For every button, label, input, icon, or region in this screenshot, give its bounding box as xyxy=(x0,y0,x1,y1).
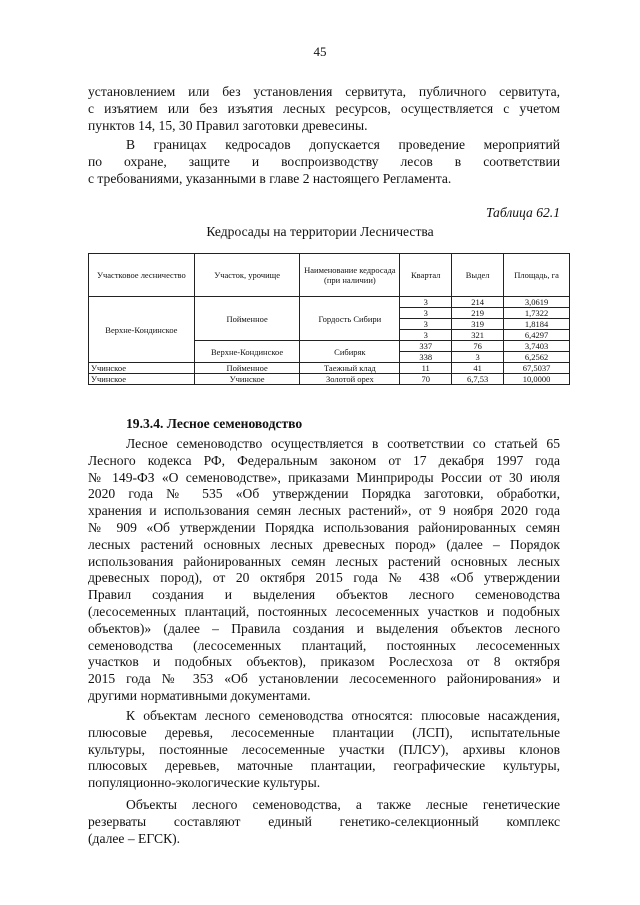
text-line: с изъятием или без изъятия лесных ресурсов, осуществляется с учетом xyxy=(88,100,560,116)
column-header: Участковое лесничество xyxy=(89,254,195,297)
area-cell: 1,8184 xyxy=(504,319,570,330)
lot-cell: 321 xyxy=(452,330,504,341)
text-line: участков и подобных объектов), приказом Рослесхоза от 8 октября xyxy=(88,654,560,670)
area-cell: 3,7403 xyxy=(504,341,570,352)
column-header: Площадь, га xyxy=(504,254,570,297)
table-row xyxy=(89,297,570,308)
quarter-cell: 3 xyxy=(400,308,452,319)
text-line: хранения и использования семян лесных растений», от 9 ноября 2020 года xyxy=(88,503,560,519)
cedar-paragraph xyxy=(88,137,560,187)
seed-paragraph-2 xyxy=(88,708,560,792)
area-cell: 1,7322 xyxy=(504,308,570,319)
text-line: Правил создания и выделения объектов лесного семеноводства xyxy=(88,587,560,603)
area-cell: 10,0000 xyxy=(504,374,570,385)
tract-cell: Пойменное xyxy=(194,297,300,341)
text-line: культуры, постоянные лесосеменные участки (ПЛСУ), архивы клонов xyxy=(88,741,560,757)
area-cell: 3,0619 xyxy=(504,297,570,308)
cedar-name-cell: Золотой орех xyxy=(300,374,400,385)
lot-cell: 41 xyxy=(452,363,504,374)
text-line: объектов)» (далее – Правила создания и выделения объектов лесного xyxy=(88,620,560,636)
quarter-cell: 338 xyxy=(400,352,452,363)
text-line: К объектам лесного семеноводства относятся: плюсовые насаждения, xyxy=(126,708,560,723)
table-row xyxy=(89,363,570,374)
lot-cell: 319 xyxy=(452,319,504,330)
quarter-cell: 337 xyxy=(400,341,452,352)
text-line: с требованиями, указанными в главе 2 настоящего Регламента. xyxy=(88,170,452,186)
text-line: № 149-ФЗ «О семеноводстве», приказами Минприроды России от 30 июля xyxy=(88,469,560,485)
text-line: по охране, защите и воспроизводству лесов в соответствии xyxy=(88,153,560,169)
text-line: № 909 «Об утверждении Порядка использования районированных семян xyxy=(88,519,560,535)
text-line: Лесного кодекса РФ, Федеральным законом от 17 декабря 1997 года xyxy=(88,452,560,468)
section-heading: 19.3.4. Лесное семеноводство xyxy=(126,416,303,431)
lot-cell: 3 xyxy=(452,352,504,363)
text-line: плюсовых деревьев, маточные плантации, географические культуры, xyxy=(88,758,560,774)
area-cell: 6,4297 xyxy=(504,330,570,341)
tract-cell: Учинское xyxy=(194,374,300,385)
tract-cell: Верхне-Кондинское xyxy=(194,341,300,363)
text-line: (лесосеменных плантаций, постоянных лесосеменных участков и подобных xyxy=(88,603,560,619)
text-line: резерваты составляют единый генетико-селекционный комплекс xyxy=(88,813,560,829)
table-caption: Таблица 62.1 xyxy=(485,205,560,220)
cedar-name-cell: Гордость Сибири xyxy=(300,297,400,341)
text-line: 2015 года № 353 «Об установлении лесосеменного районирования» и xyxy=(88,671,560,687)
forestry-cell: Учинское xyxy=(89,363,195,374)
table-title: Кедросады на территории Лесничества xyxy=(206,224,434,239)
text-line: лесных растений основных лесных древесных пород» (далее – Порядок xyxy=(88,536,560,552)
seed-paragraph-1 xyxy=(88,436,560,705)
cedar-name-cell: Таежный клад xyxy=(300,363,400,374)
table-header-row xyxy=(89,254,570,297)
tract-cell: Пойменное xyxy=(194,363,300,374)
forestry-cell: Учинское xyxy=(89,374,195,385)
text-line: другими нормативными документами. xyxy=(88,687,311,703)
text-line: установлением или без установления сервитута, публичного сервитута, xyxy=(88,84,560,99)
lot-cell: 6,7,53 xyxy=(452,374,504,385)
table-row xyxy=(89,374,570,385)
quarter-cell: 3 xyxy=(400,330,452,341)
text-line: Объекты лесного семеноводства, а также лесные генетические xyxy=(126,797,560,812)
text-line: популяционно-экологические культуры. xyxy=(88,775,321,791)
text-line: В границах кедросадов допускается проведение мероприятий xyxy=(126,137,560,152)
cedar-table xyxy=(88,253,570,385)
text-line: 2020 года № 535 «Об утверждении Порядка заготовки, обработки, xyxy=(88,486,560,502)
column-header: Выдел xyxy=(452,254,504,297)
column-header: Квартал xyxy=(400,254,452,297)
cedar-name-cell: Сибиряк xyxy=(300,341,400,363)
column-header: Наименование кедросада (при наличии) xyxy=(300,254,400,297)
seed-paragraph-3 xyxy=(88,797,560,847)
quarter-cell: 3 xyxy=(400,319,452,330)
text-line: семеноводства (лесосеменных плантаций, постоянных лесосеменных xyxy=(88,637,560,653)
area-cell: 67,5037 xyxy=(504,363,570,374)
quarter-cell: 11 xyxy=(400,363,452,374)
column-header: Участок, урочище xyxy=(194,254,300,297)
text-line: пунктов 14, 15, 30 Правил заготовки древесины. xyxy=(88,117,368,133)
intro-paragraph xyxy=(88,84,560,134)
forestry-cell: Верхне-Кондинское xyxy=(89,297,195,363)
quarter-cell: 70 xyxy=(400,374,452,385)
quarter-cell: 3 xyxy=(400,297,452,308)
text-line: использования районированных семян лесных растений основных лесных xyxy=(88,553,560,569)
text-line: древесных пород), от 20 октября 2015 года № 438 «Об утверждении xyxy=(88,570,560,586)
text-line: плюсовые деревья, лесосеменные плантации (ЛСП), испытательные xyxy=(88,724,560,740)
lot-cell: 214 xyxy=(452,297,504,308)
area-cell: 6,2562 xyxy=(504,352,570,363)
page-number: 45 xyxy=(313,44,327,59)
lot-cell: 219 xyxy=(452,308,504,319)
text-line: Лесное семеноводство осуществляется в соответствии со статьей 65 xyxy=(126,436,560,451)
lot-cell: 76 xyxy=(452,341,504,352)
text-line: (далее – ЕГСК). xyxy=(88,830,181,846)
